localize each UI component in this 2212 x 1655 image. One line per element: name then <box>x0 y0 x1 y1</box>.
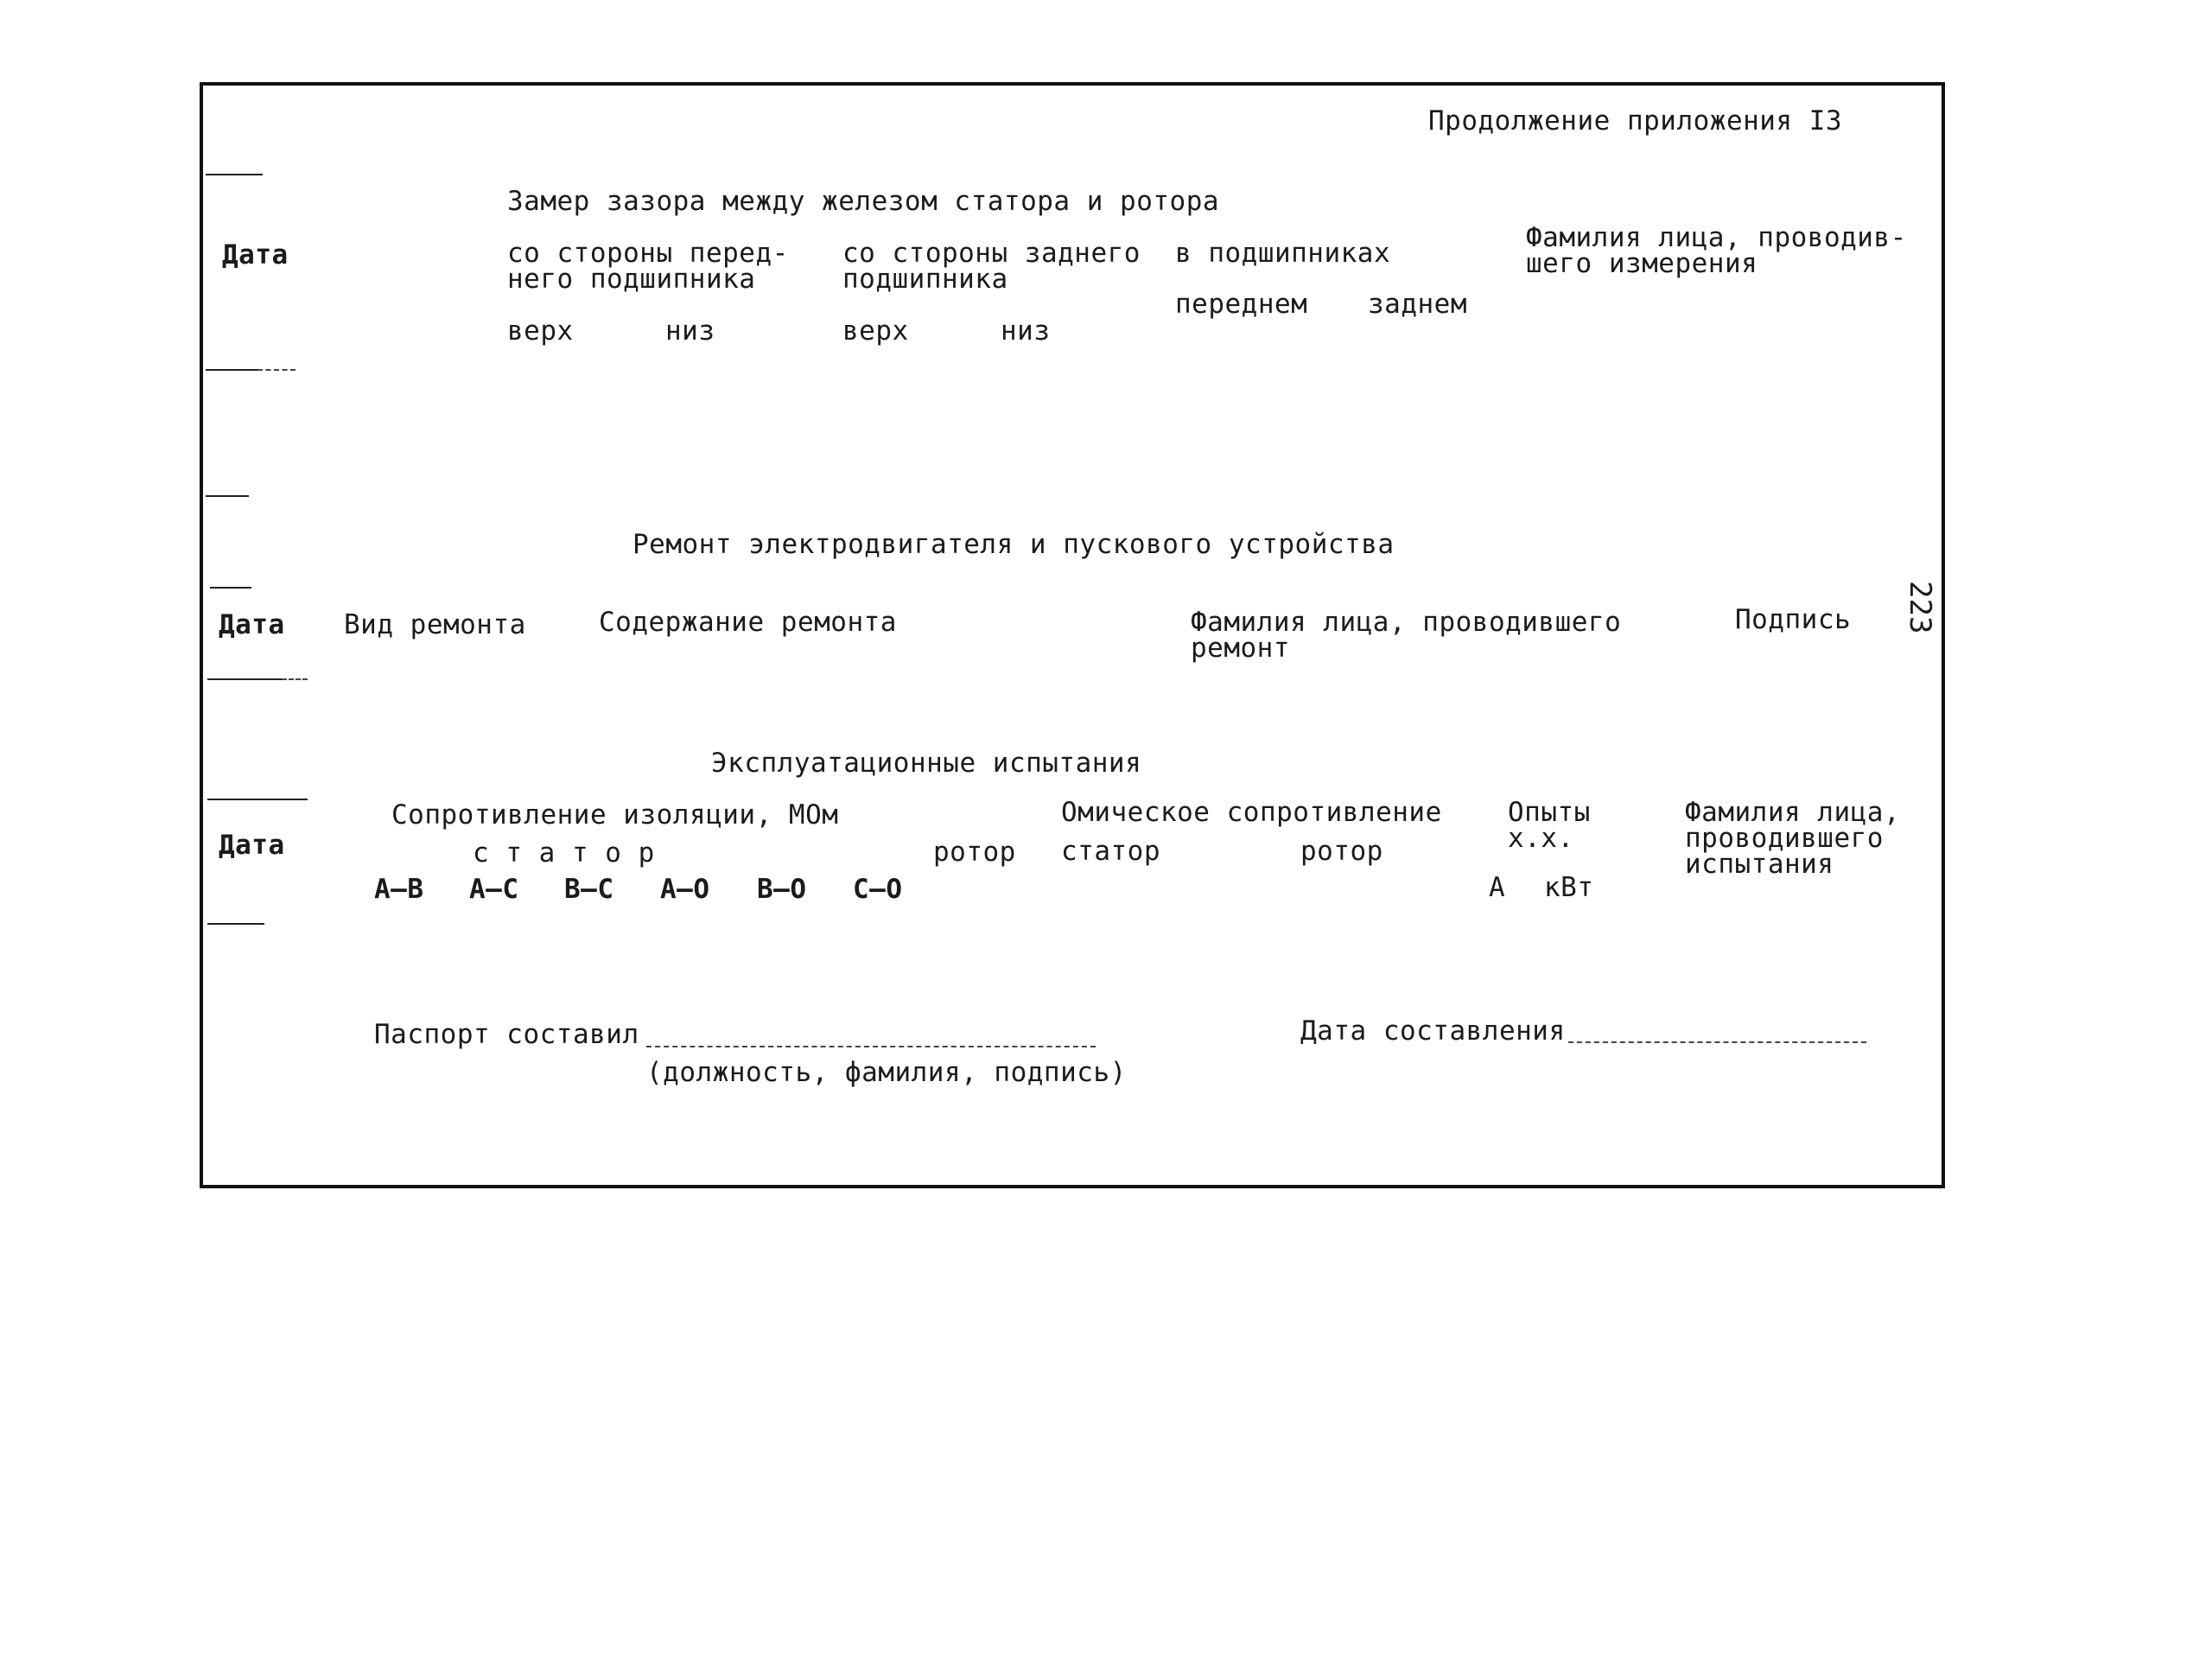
compiled-by-hint: (должность, фамилия, подпись) <box>646 1057 1127 1088</box>
ohmic-stator-label: статор <box>1061 836 1160 867</box>
front-top-label: верх <box>507 315 574 347</box>
front-bearing-side-label: со стороны перед- него подшипника <box>507 238 789 295</box>
in-bearings-label: в подшипниках <box>1175 238 1391 269</box>
gap-measurer-label: Фамилия лица, проводив- шего измерения <box>1526 222 1907 279</box>
gap-section-title: Замер зазора между железом статора и ротора <box>507 186 1220 217</box>
ohmic-rotor-label: ротор <box>1300 836 1383 867</box>
margin-rule <box>210 587 251 589</box>
continuation-header: Продолжение приложения I3 <box>1428 105 1843 137</box>
insulation-resistance-label: Сопротивление изоляции, МОм <box>391 799 839 831</box>
repair-type-label: Вид ремонта <box>344 609 526 640</box>
page-number: 223 <box>1903 581 1937 634</box>
margin-rule <box>207 799 308 800</box>
repair-content-label: Содержание ремонта <box>599 607 897 638</box>
compile-date-label: Дата составления <box>1300 1015 1566 1047</box>
repair-date-label: Дата <box>219 609 285 640</box>
stator-spaced-label: с т а т о р <box>473 837 655 869</box>
margin-rule <box>206 369 257 371</box>
margin-rule <box>206 174 263 175</box>
front-bottom-label: низ <box>665 315 715 347</box>
margin-rule <box>257 369 296 371</box>
phase-a-c: А–С <box>469 874 519 905</box>
compiled-by-line[interactable] <box>646 1046 1096 1047</box>
phase-b-c: В–С <box>564 874 614 905</box>
phase-c-o: С–О <box>853 874 903 905</box>
ohmic-resistance-label: Омическое сопротивление <box>1061 797 1442 828</box>
repair-signature-label: Подпись <box>1735 604 1852 635</box>
tests-date-label: Дата <box>219 830 285 861</box>
no-load-amp-label: А <box>1489 872 1506 903</box>
rotor-insulation-label: ротор <box>933 837 1016 868</box>
phase-a-o: А–О <box>660 874 710 905</box>
repair-section-title: Ремонт электродвигателя и пускового устройства <box>632 529 1395 560</box>
gap-date-label: Дата <box>222 239 289 271</box>
margin-rule <box>206 495 249 497</box>
repairer-label: Фамилия лица, проводившего ремонт <box>1191 607 1622 664</box>
margin-rule <box>207 923 264 925</box>
rear-bottom-label: низ <box>1001 315 1051 347</box>
compile-date-line[interactable] <box>1568 1041 1866 1043</box>
no-load-tests-label: Опыты х.х. <box>1508 797 1591 854</box>
margin-rule <box>282 678 308 680</box>
no-load-kw-label: кВт <box>1544 872 1594 903</box>
margin-rule <box>207 678 282 680</box>
tester-label: Фамилия лица, проводившего испытания <box>1685 797 1901 880</box>
rear-bearing-label: заднем <box>1368 289 1467 320</box>
tests-section-title: Эксплуатационные испытания <box>711 748 1142 779</box>
phase-b-o: В–О <box>757 874 807 905</box>
front-bearing-label: переднем <box>1175 289 1308 320</box>
phase-a-b: А–В <box>374 874 424 905</box>
rear-bearing-side-label: со стороны заднего подшипника <box>842 238 1141 295</box>
rear-top-label: верх <box>842 315 909 347</box>
compiled-by-label: Паспорт составил <box>374 1019 639 1050</box>
